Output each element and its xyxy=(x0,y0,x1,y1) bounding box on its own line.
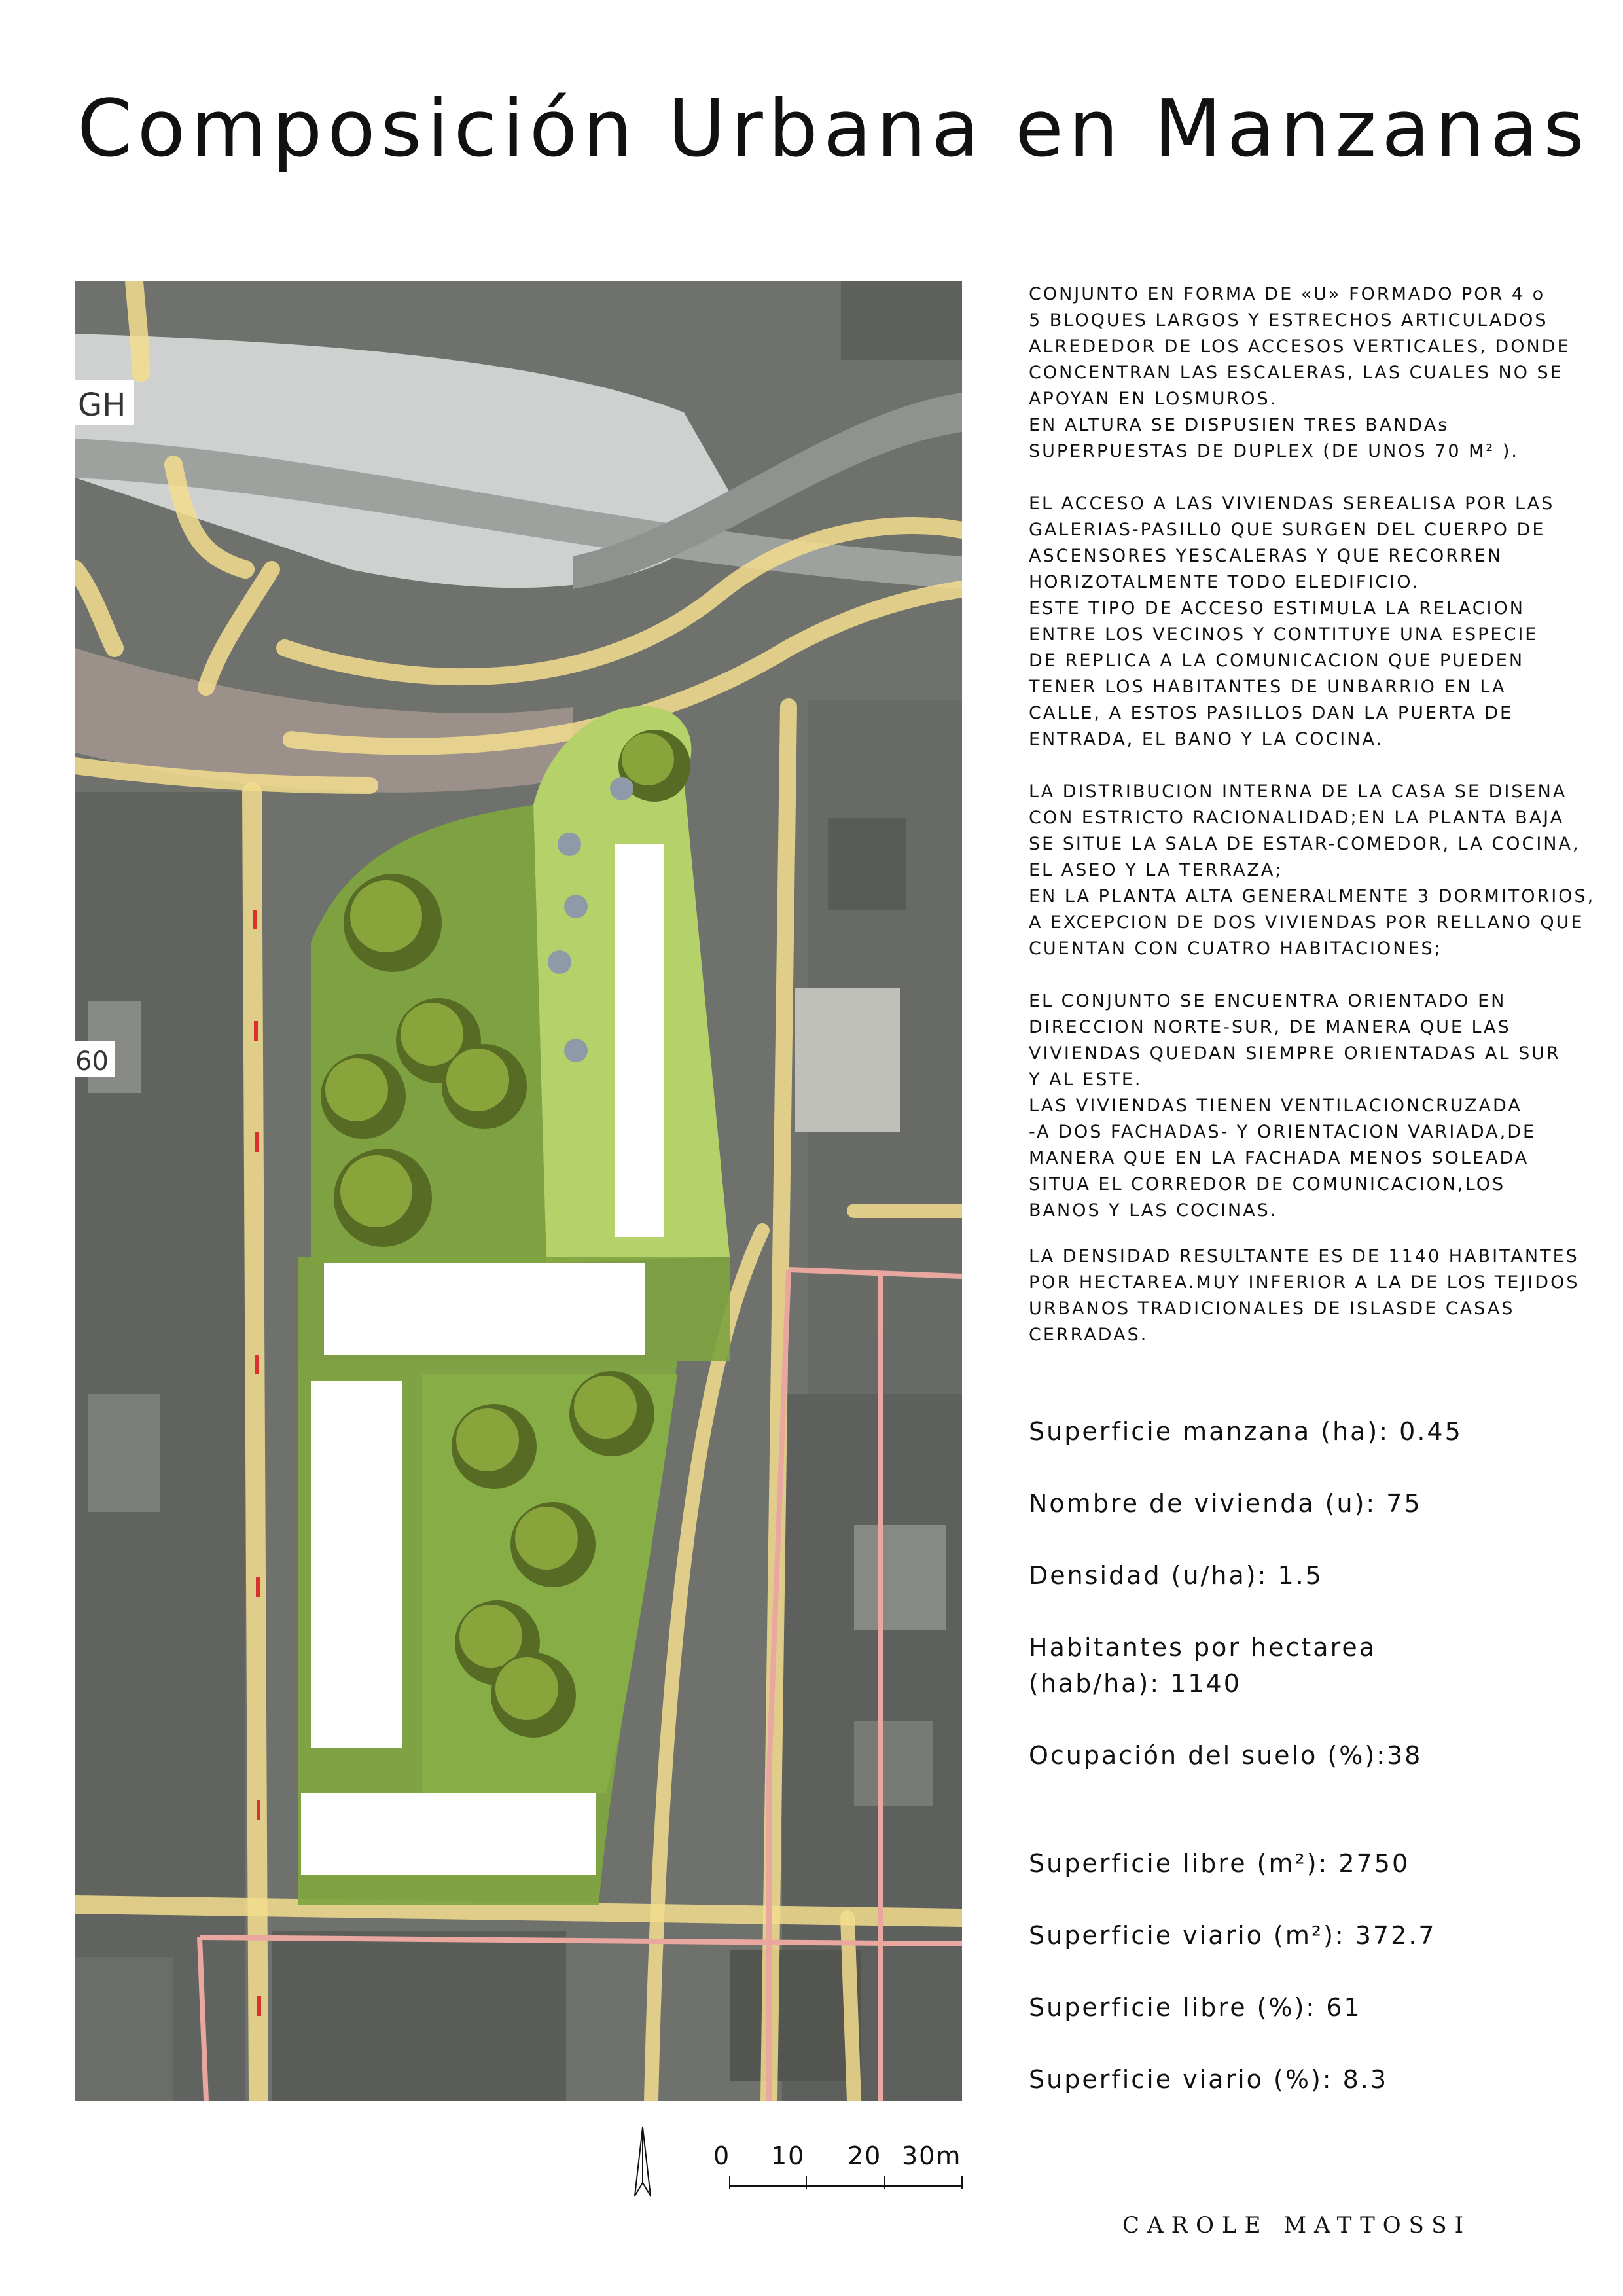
stat-superficie-viario-m2: Superficie viario (m²): 372.7 xyxy=(1029,1921,1436,1950)
description-paragraph-4: EL CONJUNTO SE ENCUENTRA ORIENTADO EN DIRECCION NORTE-SUR, DE MANERA QUE LAS VIVIENDAS QUEDAN SIEMPRE ORIENTADAS AL SUR Y AL ESTE. LAS VIVIENDAS TIENEN VENTILACIONCRUZADA -A DOS FACHADAS- Y ORIENTACION VARIADA,DE MANERA QUE EN LA FACHADA MENOS SOLEADA SITUA EL CORREDOR DE COMUNICACION,LOS BANOS Y LAS COCINAS. xyxy=(1029,991,1561,1221)
stat-habitantes: Habitantes por hectarea (hab/ha): 1140 xyxy=(1029,1633,1377,1698)
description-text xyxy=(1029,281,1605,1374)
stat-densidad: Densidad (u/ha): 1.5 xyxy=(1029,1561,1323,1590)
scale-ruler xyxy=(730,2176,962,2189)
description-paragraph-5: LA DENSIDAD RESULTANTE ES DE 1140 HABITANTES POR HECTAREA.MUY INFERIOR A LA DE LOS TEJIDOS URBANOS TRADICIONALES DE ISLASDE CASAS CERRADAS. xyxy=(1029,1246,1580,1345)
street-sign-number: 60 xyxy=(75,1047,109,1077)
stat-superficie-libre-m2: Superficie libre (m²): 2750 xyxy=(1029,1849,1410,1878)
stat-superficie-libre-pct: Superficie libre (%): 61 xyxy=(1029,1993,1362,2022)
stat-nombre-vivienda: Nombre de vivienda (u): 75 xyxy=(1029,1489,1422,1518)
scale-label-10: 10 xyxy=(771,2142,806,2170)
stat-superficie-viario-pct: Superficie viario (%): 8.3 xyxy=(1029,2065,1389,2094)
site-plan-map xyxy=(75,281,962,2101)
page-title: Composición Urbana en Manzanas xyxy=(77,84,1590,175)
stat-superficie-manzana: Superficie manzana (ha): 0.45 xyxy=(1029,1417,1463,1446)
scale-label-30m: 30m xyxy=(902,2142,962,2170)
author-name: CAROLE MATTOSSI xyxy=(1122,2212,1472,2238)
description-paragraph-1: CONJUNTO EN FORMA DE «U» FORMADO POR 4 o 5 BLOQUES LARGOS Y ESTRECHOS ARTICULADOS ALREDEDOR DE LOS ACCESOS VERTICALES, DONDE CONCENTRAN LAS ESCALERAS, LAS CUALES NO SE APOYAN EN LOSMUROS. EN ALTURA SE DISPUSIEN TRES BANDAs SUPERPUESTAS DE DUPLEX (DE UNOS 70 M² ). xyxy=(1029,284,1571,461)
description-paragraph-3: LA DISTRIBUCION INTERNA DE LA CASA SE DISENA CON ESTRICTO RACIONALIDAD;EN LA PLANTA BAJA SE SITUE LA SALA DE ESTAR-COMEDOR, LA COCINA, EL ASEO Y LA TERRAZA; EN LA PLANTA ALTA GENERALMENTE 3 DORMITORIOS, A EXCEPCION DE DOS VIVIENDAS POR RELLANO QUE CUENTAN CON CUATRO HABITACIONES; xyxy=(1029,781,1596,959)
street-sign-gh: GH xyxy=(78,387,126,423)
scale-bar xyxy=(628,2121,995,2212)
description-paragraph-2: EL ACCESO A LAS VIVIENDAS SEREALISA POR LAS GALERIAS-PASILL0 QUE SURGEN DEL CUERPO DE ASCENSORES YESCALERAS Y QUE RECORREN HORIZOTALMENTE TODO ELEDIFICIO. ESTE TIPO DE ACCESO ESTIMULA LA RELACION ENTRE LOS VECINOS Y CONTITUYE UNA ESPECIE DE REPLICA A LA COMUNICACION QUE PUEDEN TENER LOS HABITANTES DE UNBARRIO EN LA CALLE, A ESTOS PASILLOS DAN LA PUERTA DE ENTRADA, EL BANO Y LA COCINA. xyxy=(1029,493,1555,749)
north-arrow-icon xyxy=(635,2127,651,2196)
stat-ocupacion: Ocupación del suelo (%):38 xyxy=(1029,1741,1423,1770)
scale-label-0: 0 xyxy=(713,2142,731,2170)
scale-label-20: 20 xyxy=(847,2142,882,2170)
